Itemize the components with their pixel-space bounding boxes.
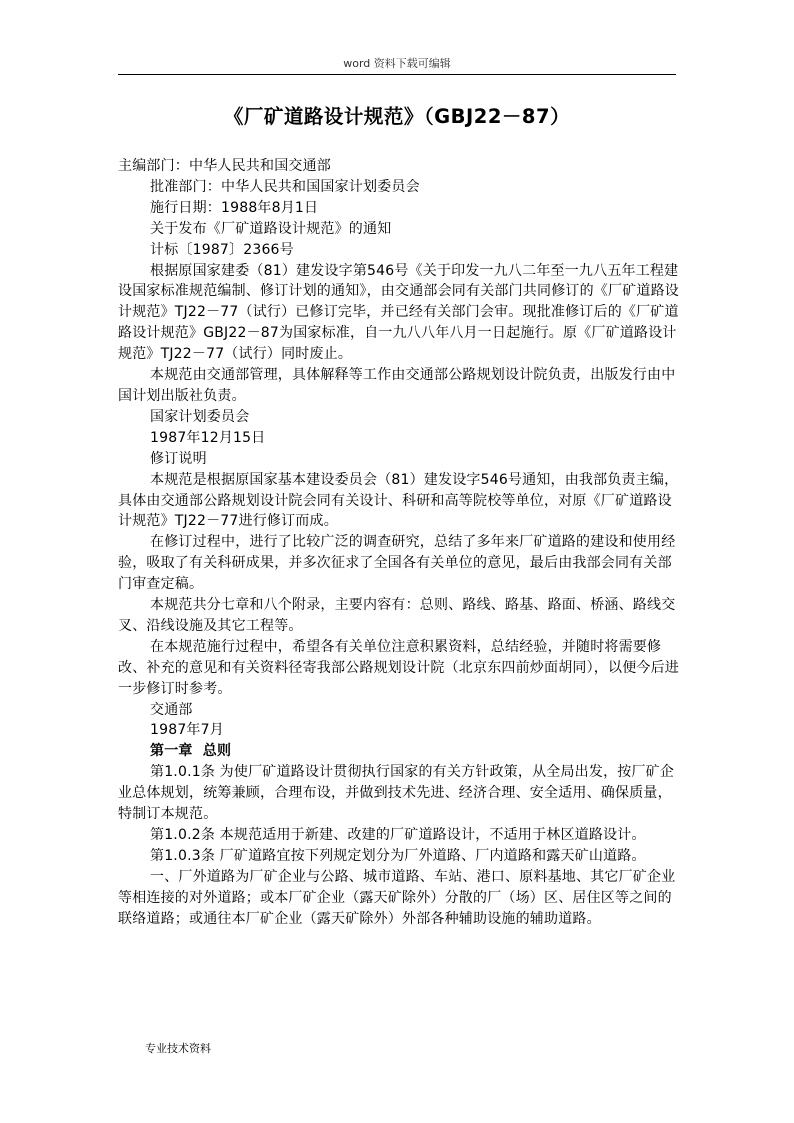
paragraph: 主编部门：中华人民共和国交通部 [118, 158, 331, 174]
paragraph: 在本规范施行过程中，希望各有关单位注意积累资料，总结经验，并随时将需要修改、补充的意见和有关资料径寄我部公路规划设计院（北京东四前炒面胡同），以便今后进一步修订时参考。 [118, 638, 679, 697]
paragraph: 施行日期：1988年8月1日 [150, 199, 319, 216]
paragraph: 批准部门：中华人民共和国国家计划委员会 [150, 178, 420, 195]
article-paragraph: 第1.0.3条 厂矿道路宜按下列规定划分为厂外道路、厂内道路和露天矿山道路。 [150, 847, 646, 864]
chapter-heading: 第一章 总则 [150, 743, 232, 760]
article-paragraph: 一、厂外道路为厂矿企业与公路、城市道路、车站、港口、原料基地、其它厂矿企业等相连接的对外道路；或本厂矿企业（露天矿除外）分散的厂（场）区、居住区等之间的联络道路；或通往本厂矿企业（露天矿除外）外部各种辅助设施的辅助道路。 [118, 868, 676, 927]
article-paragraph: 第1.0.2条 本规范适用于新建、改建的厂矿道路设计，不适用于林区道路设计。 [150, 827, 646, 843]
paragraph: 本规范是根据原国家基本建设委员会（81）建发设字546号通知，由我部负责主编，具体由交通部公路规划设计院会同有关设计、科研和高等院校等单位，对原《厂矿道路设计规范》TJ22－77进行修订而成。 [118, 471, 679, 530]
paragraph: 关于发布《厂矿道路设计规范》的通知 [150, 220, 392, 237]
paragraph: 在修订过程中，进行了比较广泛的调查研究，总结了多年来厂矿道路的建设和使用经验，吸取了有关科研成果，并多次征求了全国各有关单位的意见，最后由我部会同有关部门审查定稿。 [118, 534, 676, 593]
paragraph: 本规范共分七章和八个附录，主要内容有：总则、路线、路基、路面、桥涵、路线交叉、沿线设施及其它工程等。 [118, 597, 676, 634]
paragraph: 1987年7月 [150, 722, 224, 739]
paragraph: 交通部 [150, 701, 193, 718]
page-header: word 资料下载可编辑 [343, 57, 451, 70]
paragraph: 本规范由交通部管理，具体解释等工作由交通部公路规划设计院负责，出版发行由中国计划出版社负责。 [118, 367, 676, 404]
document-body [118, 156, 680, 930]
paragraph: 1987年12月15日 [150, 429, 266, 446]
paragraph: 国家计划委员会 [150, 408, 250, 425]
document-title: 《厂矿道路设计规范》（GBJ22－87） [223, 105, 571, 128]
paragraph: 计标〔1987〕2366号 [150, 241, 294, 258]
section-heading: 修订说明 [150, 450, 207, 467]
page-footer: 专业技术资料 [145, 1042, 211, 1055]
article-paragraph: 第1.0.1条 为使厂矿道路设计贯彻执行国家的有关方针政策，从全局出发，按厂矿企业总体规划，统筹兼顾，合理布设，并做到技术先进、经济合理、安全适用、确保质量，特制订本规范。 [118, 764, 675, 823]
paragraph: 根据原国家建委（81）建发设字第546号《关于印发一九八二年至一九八五年工程建设国家标准规范编制、修订计划的通知》，由交通部会同有关部门共同修订的《厂矿道路设计规范》TJ22－77（试行）已修订完毕，并已经有关部门会审。现批准修订后的《厂矿道路设计规范》GBJ22－87为国家标准，自一九八八年八月一日起施行。原《厂矿道路设计规范》TJ22－77（试行）同时废止。 [118, 262, 679, 363]
header-divider [118, 74, 676, 75]
